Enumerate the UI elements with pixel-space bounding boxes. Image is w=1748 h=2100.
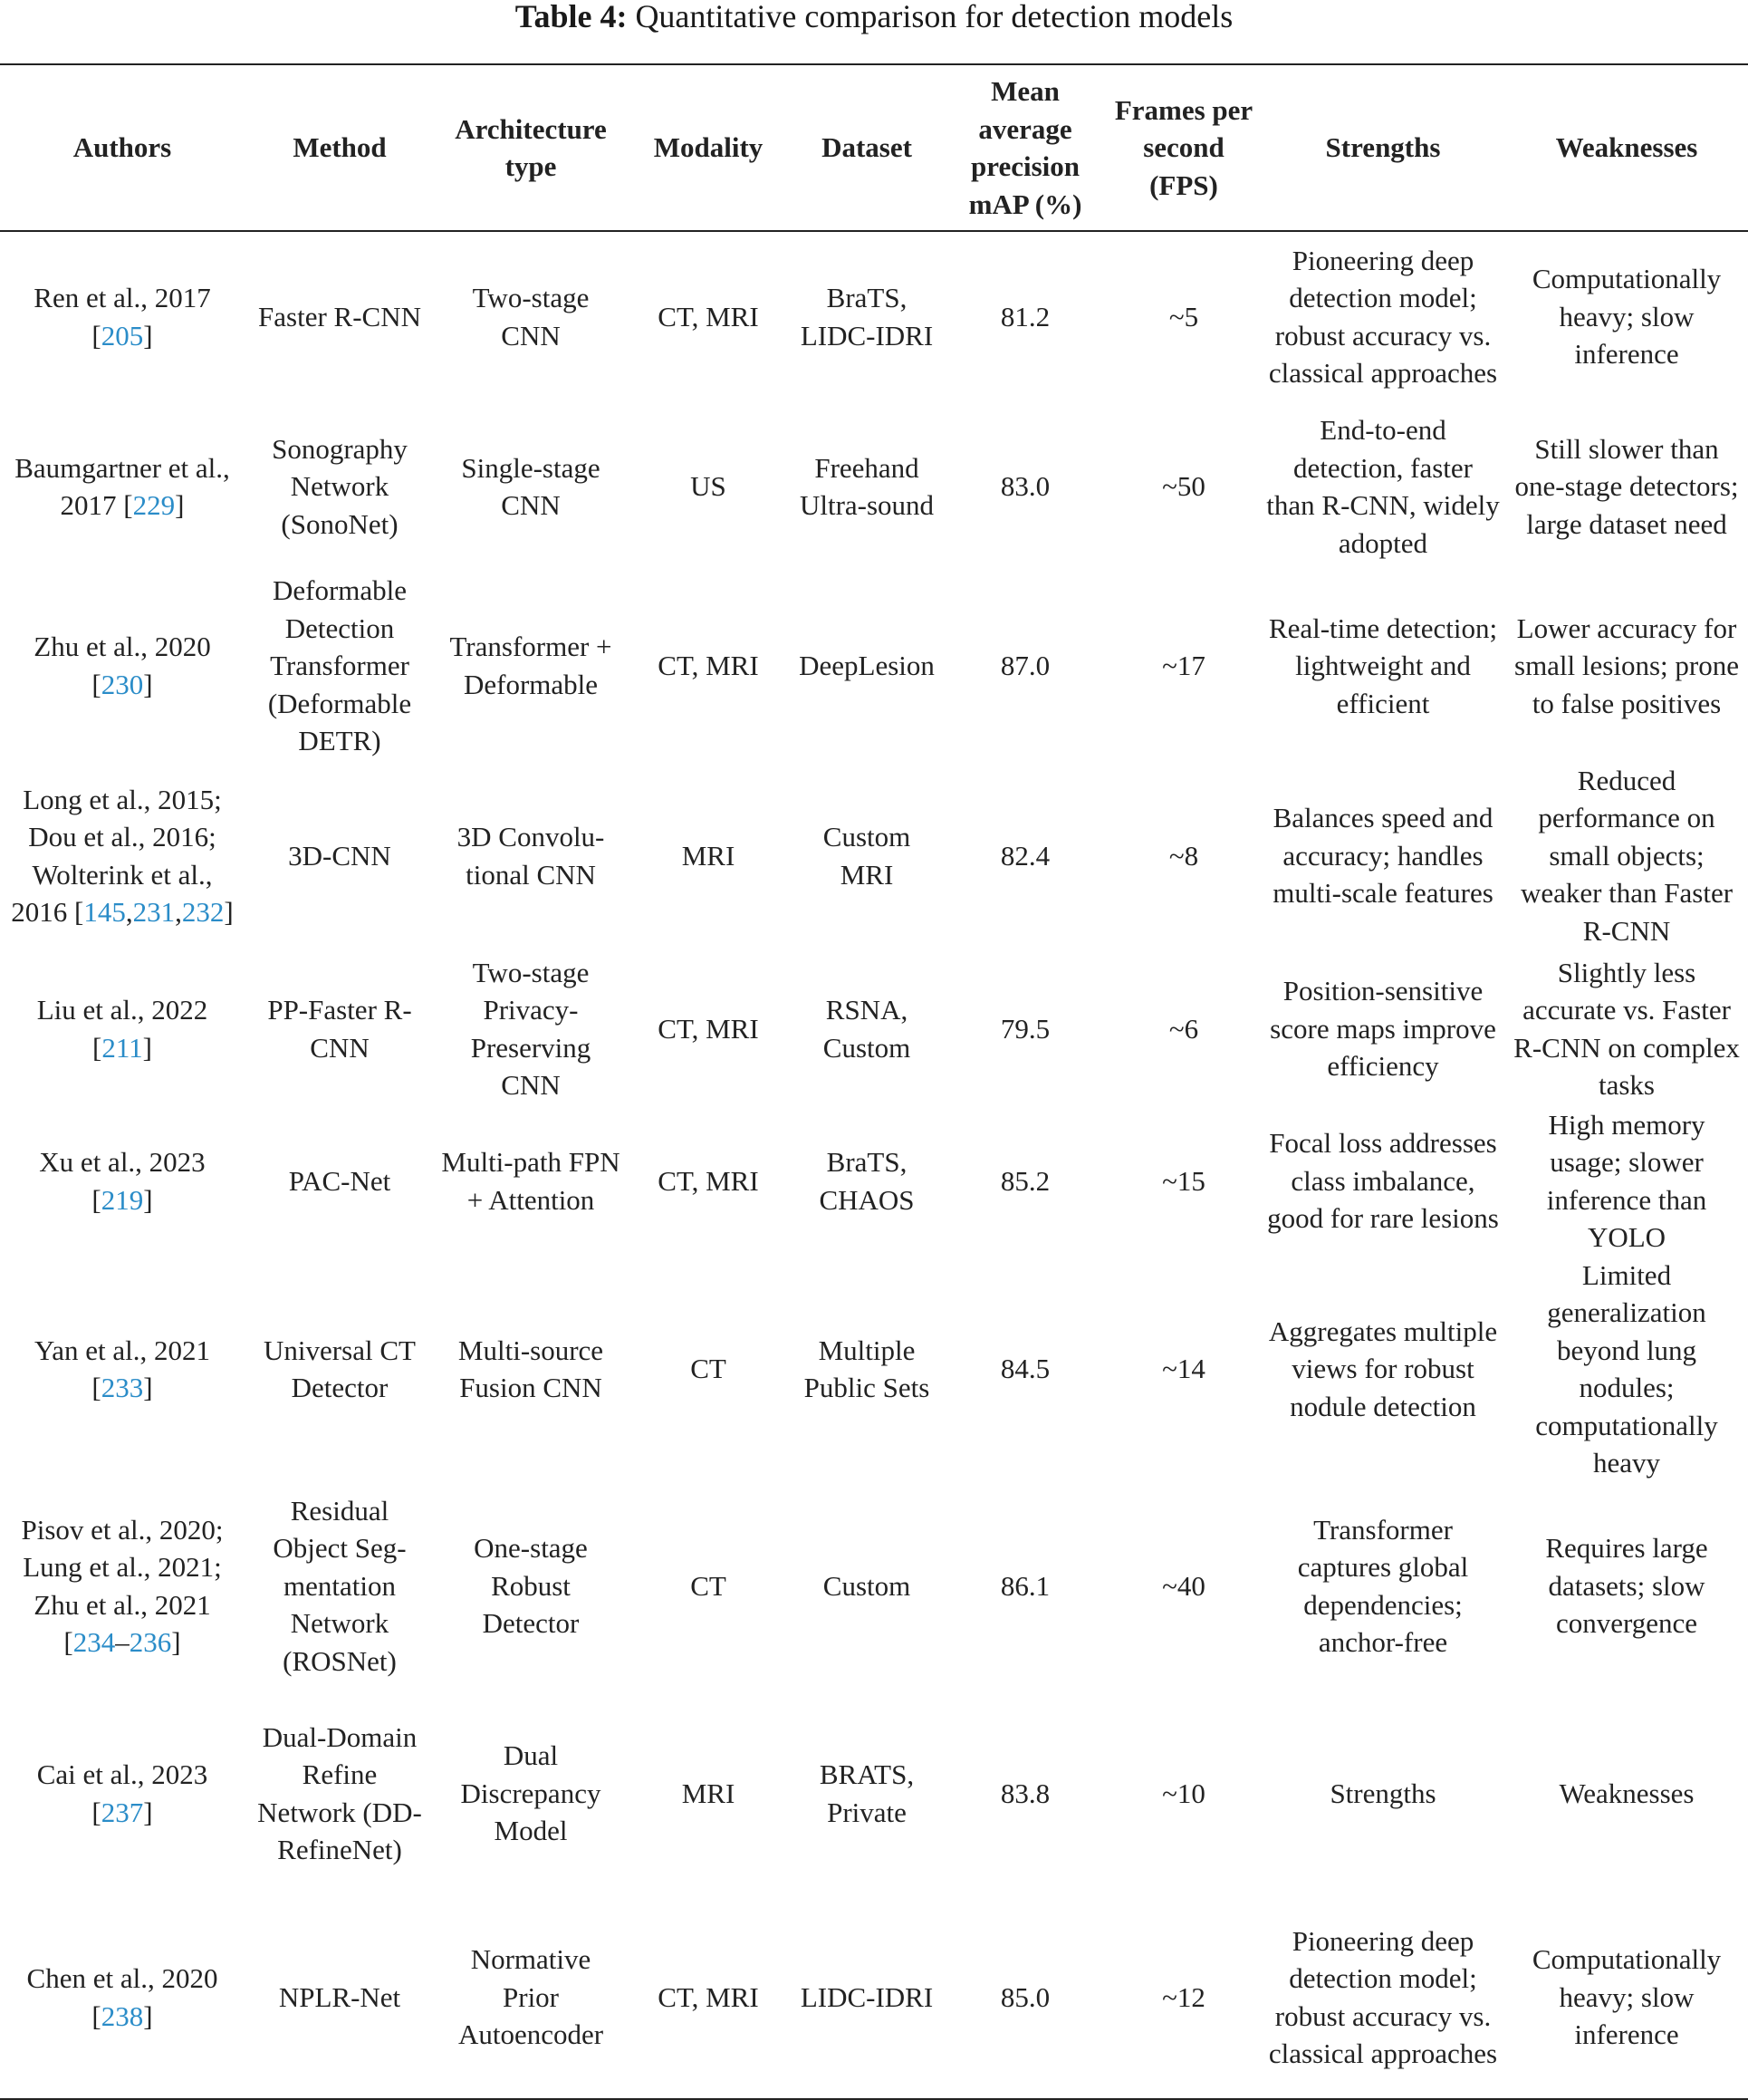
cell-weaknesses: Limited generalization beyond lung nodules; computationally heavy xyxy=(1535,1258,1718,1479)
citation-link[interactable]: 145 xyxy=(83,896,126,928)
citation-link[interactable]: 237 xyxy=(101,1796,144,1828)
header-architecture: Architecture type xyxy=(455,112,607,182)
table-caption xyxy=(0,0,1748,36)
cell-map: 85.0 xyxy=(1000,1980,1051,2013)
cell-architecture: Dual Discrepancy Model xyxy=(460,1739,601,1847)
cell-strengths: End-to-end detection, faster than R-CNN, widely adopted xyxy=(1266,414,1500,559)
table-row xyxy=(0,952,1748,1106)
cell-dataset: Freehand Ultra-sound xyxy=(799,451,935,521)
cell-dataset: DeepLesion xyxy=(799,650,935,681)
cell-strengths: Balances speed and accuracy; handles multi-scale features xyxy=(1273,802,1493,910)
citation-link[interactable]: 231 xyxy=(132,896,176,928)
cell-method: Deformable Detection Transformer (Deformable DETR) xyxy=(267,574,412,756)
cell-method: PAC-Net xyxy=(288,1164,391,1197)
cell-authors: Xu et al., 2023 [219] xyxy=(39,1146,206,1216)
cell-method: Faster R-CNN xyxy=(258,300,421,332)
cell-weaknesses: Lower accuracy for small lesions; prone to false positives xyxy=(1514,612,1739,719)
cell-fps: ~12 xyxy=(1162,1980,1205,2013)
cell-method: Universal CT Detector xyxy=(264,1334,416,1403)
cell-map: 82.4 xyxy=(1000,839,1051,872)
citation-link[interactable]: 238 xyxy=(101,1999,144,2032)
cell-strengths: Transformer captures global dependencies; anchor-free xyxy=(1297,1513,1469,1658)
cell-modality: CT, MRI xyxy=(658,650,759,681)
citation-link[interactable]: 233 xyxy=(101,1372,144,1403)
cell-weaknesses: High memory usage; slower inference than YOLO xyxy=(1546,1108,1707,1253)
cell-fps: ~6 xyxy=(1168,1012,1199,1045)
cell-dataset: Multiple Public Sets xyxy=(803,1334,930,1403)
caption-text: Quantitative comparison for detection models xyxy=(635,0,1234,34)
table-row xyxy=(0,1257,1748,1482)
cell-authors: Zhu et al., 2020 [230] xyxy=(34,631,211,700)
header-row xyxy=(0,64,1748,231)
cell-strengths: Aggregates multiple views for robust nodule detection xyxy=(1268,1315,1498,1422)
caption-label: Table 4: xyxy=(514,0,628,34)
cell-modality: CT, MRI xyxy=(658,1012,759,1045)
cell-modality: CT, MRI xyxy=(658,1164,759,1197)
authors-text: Pisov et al., 2020; Lung et al., 2021; Zhu et al., 2021 [ xyxy=(21,1513,224,1658)
table-row xyxy=(0,1482,1748,1691)
authors-text: Chen et al., 2020 [ xyxy=(26,1962,218,2032)
cell-architecture: Normative Prior Autoencoder xyxy=(457,1943,604,2051)
cell-map: 83.0 xyxy=(1000,470,1051,503)
cell-dataset: BraTS, LIDC-IDRI xyxy=(800,282,934,352)
header-method: Method xyxy=(293,131,387,164)
cell-weaknesses: Still slower than one-stage detectors; large dataset need xyxy=(1514,432,1739,540)
cell-weaknesses: Computationally heavy; slow inference xyxy=(1532,263,1722,371)
cell-fps: ~50 xyxy=(1162,470,1205,503)
table-row xyxy=(0,401,1748,572)
authors-text: Yan et al., 2021 [ xyxy=(34,1334,211,1403)
cell-method: Residual Object Seg-mentation Network (ROSNet) xyxy=(273,1494,407,1677)
cell-architecture: One-stage Robust Detector xyxy=(474,1532,588,1640)
table-row xyxy=(0,1691,1748,1897)
cell-fps: ~15 xyxy=(1162,1164,1205,1197)
cell-modality: CT, MRI xyxy=(658,1980,759,2013)
cell-dataset: Custom MRI xyxy=(822,821,911,891)
cell-architecture: Two-stage CNN xyxy=(472,282,590,352)
cell-authors: Chen et al., 2020 [238] xyxy=(26,1962,218,2032)
header-authors: Authors xyxy=(72,131,172,164)
cell-fps: ~10 xyxy=(1162,1777,1205,1809)
authors-text: Zhu et al., 2020 [ xyxy=(34,631,211,700)
citation-link[interactable]: 229 xyxy=(132,489,176,521)
cell-dataset: LIDC-IDRI xyxy=(800,1980,934,2013)
cell-strengths: Real-time detection; lightweight and efficient xyxy=(1268,612,1498,719)
cell-authors: Baumgartner et al., 2017 [229] xyxy=(14,451,230,521)
citation-link[interactable]: 234 xyxy=(72,1626,116,1658)
table-row xyxy=(0,760,1748,952)
table-row xyxy=(0,1106,1748,1257)
table-row xyxy=(0,572,1748,760)
cell-map: 83.8 xyxy=(1000,1777,1051,1809)
cell-authors: Cai et al., 2023 [237] xyxy=(36,1758,208,1828)
cell-modality: CT xyxy=(690,1353,726,1385)
citation-link[interactable]: 232 xyxy=(181,896,225,928)
cell-modality: US xyxy=(690,470,726,503)
cell-architecture: Transformer + Deformable xyxy=(449,631,612,700)
cell-weaknesses: Reduced performance on small objects; weaker than Faster R-CNN xyxy=(1520,764,1734,947)
cell-map: 79.5 xyxy=(1000,1012,1051,1045)
cell-modality: CT, MRI xyxy=(658,300,759,332)
header-weaknesses: Weaknesses xyxy=(1555,131,1698,164)
cell-map: 86.1 xyxy=(1000,1569,1051,1602)
cell-method: PP-Faster R-CNN xyxy=(267,994,412,1064)
table-row xyxy=(0,1897,1748,2099)
cell-modality: MRI xyxy=(681,1777,735,1809)
comparison-table xyxy=(0,63,1748,2100)
authors-text: Xu et al., 2023 [ xyxy=(39,1146,206,1216)
cell-fps: ~5 xyxy=(1168,300,1199,332)
cell-method: Dual-Domain Refine Network (DD-RefineNet) xyxy=(257,1720,422,1865)
cell-map: 84.5 xyxy=(1000,1353,1051,1385)
cell-fps: ~14 xyxy=(1162,1353,1205,1385)
cell-map: 81.2 xyxy=(1000,300,1051,332)
cell-strengths: Pioneering deep detection model; robust accuracy vs. classical approaches xyxy=(1268,244,1498,389)
header-modality: Modality xyxy=(653,131,764,164)
cell-weaknesses: Computationally heavy; slow inference xyxy=(1532,1943,1722,2051)
cell-strengths: Position-sensitive score maps improve efficiency xyxy=(1270,975,1496,1083)
header-dataset: Dataset xyxy=(821,131,912,164)
cell-dataset: Custom xyxy=(822,1569,911,1602)
cell-modality: CT xyxy=(690,1569,726,1602)
cell-weaknesses: Requires large datasets; slow convergence xyxy=(1545,1532,1708,1640)
cell-authors: Long et al., 2015; Dou et al., 2016; Wolterink et al., 2016 [145,231,232] xyxy=(11,783,234,928)
header-fps: Frames per second (FPS) xyxy=(1114,93,1253,201)
cell-fps: ~40 xyxy=(1162,1569,1205,1602)
citation-link[interactable]: 230 xyxy=(101,668,144,700)
authors-text: Long et al., 2015; Dou et al., 2016; Wolterink et al., 2016 [ xyxy=(11,783,222,928)
authors-text: Liu et al., 2022 [ xyxy=(36,994,208,1064)
cell-method: NPLR-Net xyxy=(278,1980,401,2013)
authors-text: Baumgartner et al., 2017 [ xyxy=(14,451,230,521)
cell-map: 87.0 xyxy=(1000,650,1051,681)
citation-link[interactable]: 211 xyxy=(101,1031,143,1064)
table-body xyxy=(0,231,1748,2099)
cell-architecture: Two-stage Privacy-Preserving CNN xyxy=(470,956,591,1101)
cell-dataset: BraTS, CHAOS xyxy=(819,1146,915,1216)
cell-authors: Ren et al., 2017 [205] xyxy=(34,282,211,352)
cell-authors: Liu et al., 2022 [211] xyxy=(36,994,208,1064)
cell-map: 85.2 xyxy=(1000,1164,1051,1197)
cell-authors: Yan et al., 2021 [233] xyxy=(34,1334,211,1403)
cell-weaknesses: Slightly less accurate vs. Faster R-CNN on complex tasks xyxy=(1513,956,1740,1101)
cell-strengths: Focal loss addresses class imbalance, good for rare lesions xyxy=(1267,1127,1499,1235)
cell-architecture: Single-stage CNN xyxy=(461,451,600,521)
cell-strengths: Pioneering deep detection model; robust accuracy vs. classical approaches xyxy=(1268,1924,1498,2069)
cell-authors: Pisov et al., 2020; Lung et al., 2021; Zhu et al., 2021 [234–236] xyxy=(21,1513,224,1658)
cell-weaknesses: Weaknesses xyxy=(1559,1777,1695,1809)
cell-method: 3D-CNN xyxy=(288,839,391,872)
cell-modality: MRI xyxy=(681,839,735,872)
citation-link[interactable]: 219 xyxy=(101,1183,144,1216)
header-strengths: Strengths xyxy=(1325,131,1441,164)
authors-text: Cai et al., 2023 [ xyxy=(36,1758,208,1828)
table-row xyxy=(0,231,1748,401)
cell-architecture: Multi-source Fusion CNN xyxy=(457,1334,604,1403)
authors-text: Ren et al., 2017 [ xyxy=(34,282,211,352)
cell-strengths: Strengths xyxy=(1330,1777,1436,1809)
cell-fps: ~8 xyxy=(1168,839,1199,872)
citation-link[interactable]: 236 xyxy=(129,1626,172,1658)
cell-architecture: Multi-path FPN + Attention xyxy=(441,1146,620,1216)
cell-architecture: 3D Convolu-tional CNN xyxy=(456,821,605,891)
citation-link[interactable]: 205 xyxy=(101,319,144,352)
cell-fps: ~17 xyxy=(1162,650,1205,681)
cell-dataset: BRATS, Private xyxy=(819,1758,915,1828)
comparison-table-container xyxy=(0,63,1748,2100)
header-map: Mean average precision mAP (%) xyxy=(968,75,1082,220)
cell-method: Sonography Network (SonoNet) xyxy=(272,432,408,540)
cell-dataset: RSNA, Custom xyxy=(822,994,911,1064)
